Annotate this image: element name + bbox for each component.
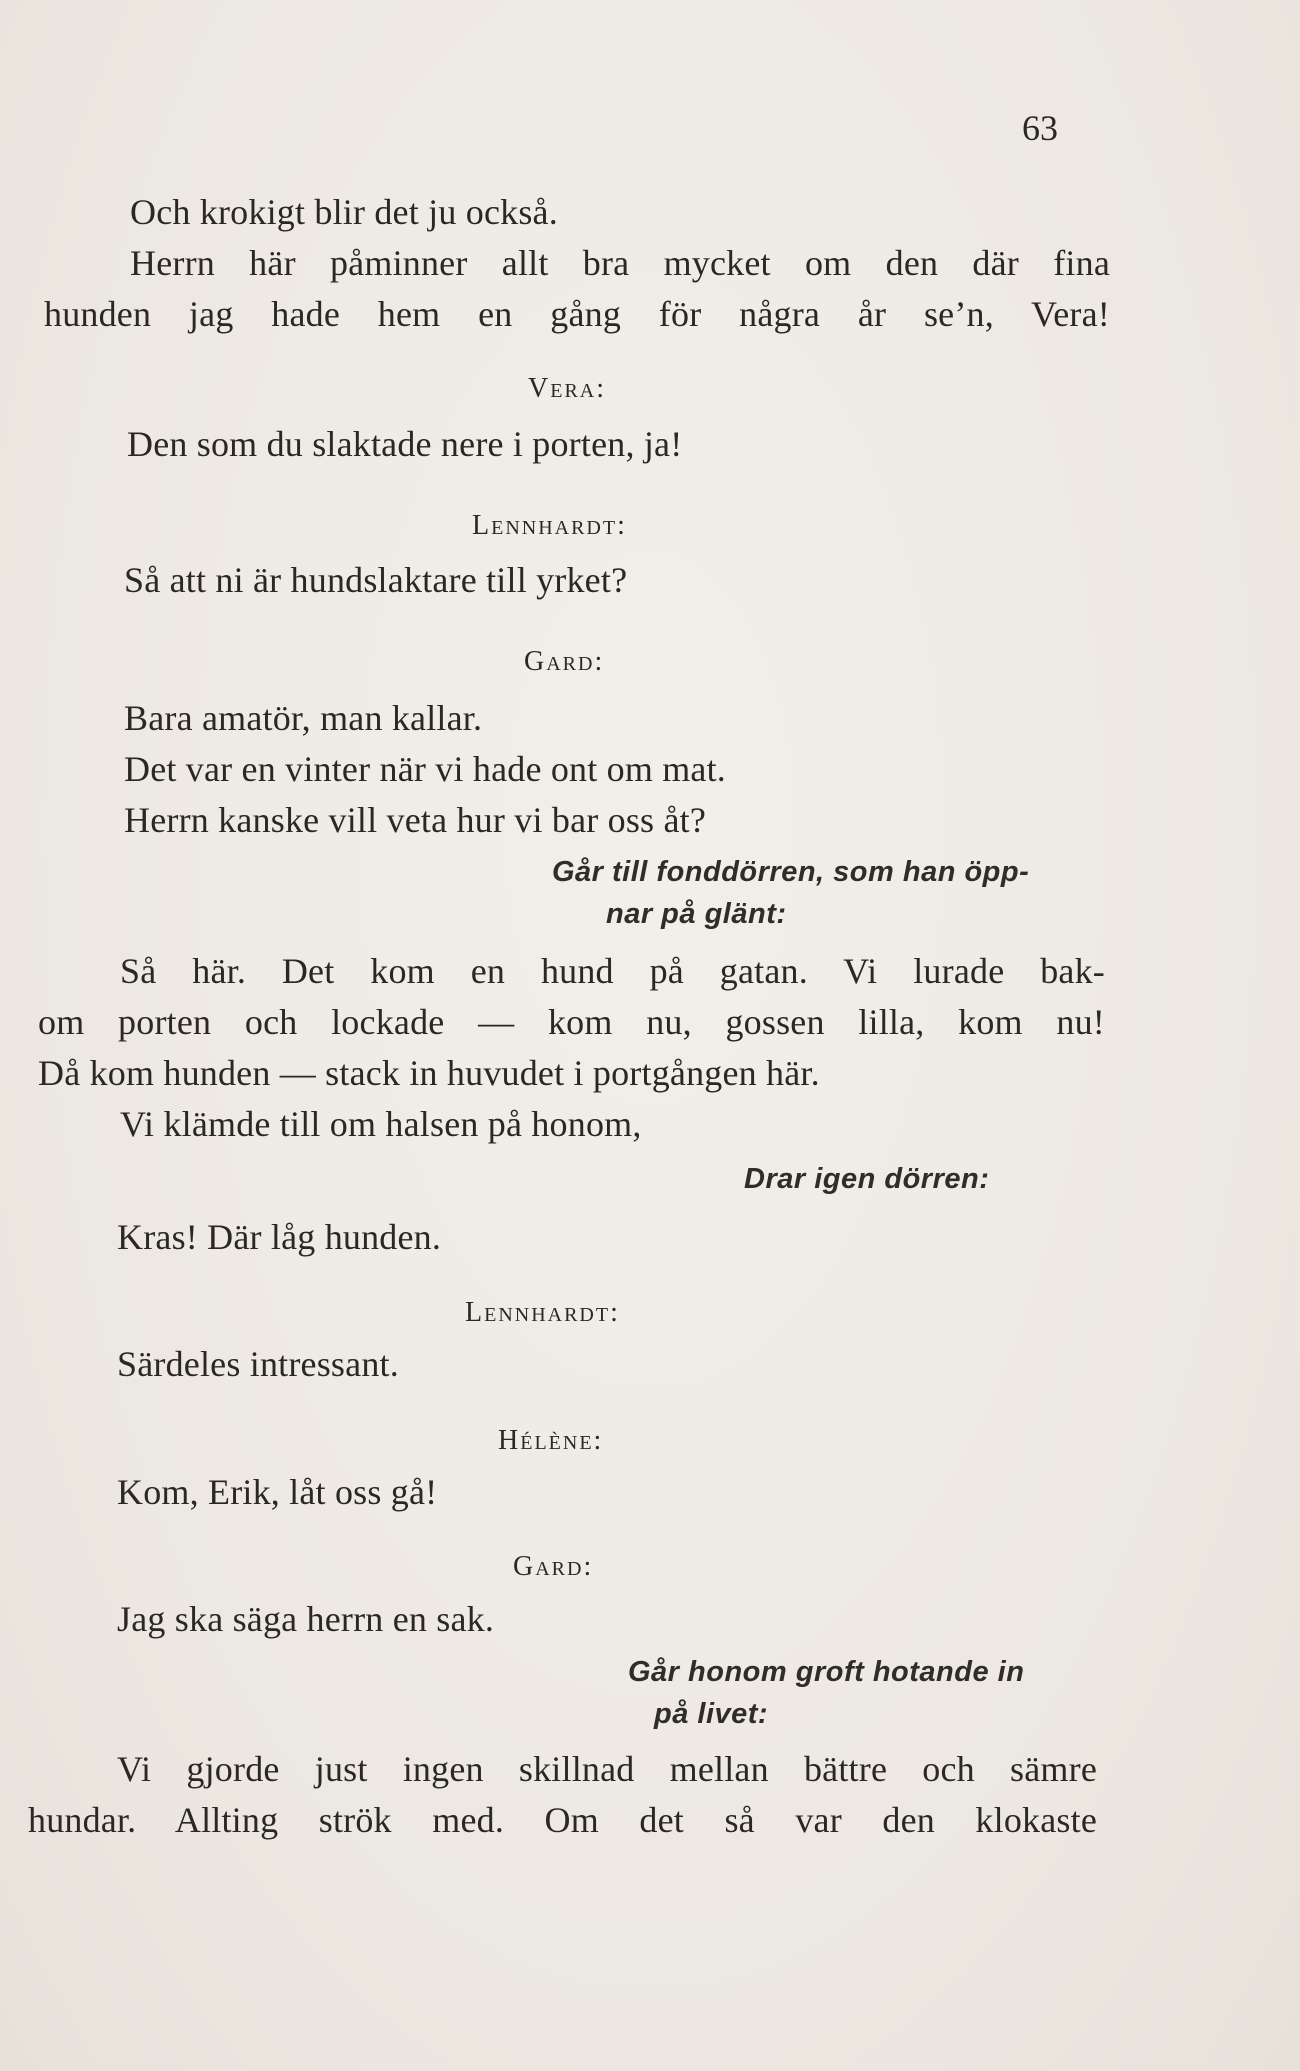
text-line: Kom, Erik, låt oss gå! <box>117 1472 438 1512</box>
text-line: Då kom hunden — stack in huvudet i portgången här. <box>38 1053 820 1093</box>
speaker-name: Gard: <box>513 1551 594 1582</box>
text-line: hunden jag hade hem en gång för några år se’n, Vera! <box>44 294 1110 334</box>
text-line: om porten och lockade — kom nu, gossen lilla, kom nu! <box>38 1002 1105 1042</box>
text-line: Det var en vinter när vi hade ont om mat. <box>124 749 727 789</box>
text-line: Vi gjorde just ingen skillnad mellan bättre och sämre <box>117 1749 1097 1789</box>
text-line: hundar. Allting strök med. Om det så var den klokaste <box>28 1800 1097 1840</box>
text-line: Och krokigt blir det ju också. <box>130 192 558 232</box>
text-line: Bara amatör, man kallar. <box>124 698 483 738</box>
stage-direction: Går honom groft hotande in <box>628 1656 1025 1688</box>
text-line: Herrn här påminner allt bra mycket om den där fina <box>130 243 1110 283</box>
speaker-name: Lennhardt: <box>472 510 627 541</box>
stage-direction: Drar igen dörren: <box>744 1163 990 1195</box>
stage-direction: nar på glänt: <box>606 898 787 930</box>
text-line: Herrn kanske vill veta hur vi bar oss åt? <box>124 800 707 840</box>
text-line: Vi klämde till om halsen på honom, <box>120 1104 642 1144</box>
page-number: 63 <box>1022 108 1058 148</box>
speaker-name: Hélène: <box>498 1425 604 1456</box>
speaker-name: Gard: <box>524 646 605 677</box>
text-line: Den som du slaktade nere i porten, ja! <box>127 424 683 464</box>
text-line: Så att ni är hundslaktare till yrket? <box>124 560 628 600</box>
stage-direction: på livet: <box>654 1698 769 1730</box>
speaker-name: Lennhardt: <box>465 1297 620 1328</box>
text-line: Jag ska säga herrn en sak. <box>117 1599 495 1639</box>
text-line: Särdeles intressant. <box>117 1344 399 1384</box>
text-line: Kras! Där låg hunden. <box>117 1217 442 1257</box>
speaker-name: Vera: <box>528 373 606 404</box>
stage-direction: Går till fonddörren, som han öpp- <box>552 856 1030 888</box>
text-line: Så här. Det kom en hund på gatan. Vi lurade bak- <box>120 951 1105 991</box>
